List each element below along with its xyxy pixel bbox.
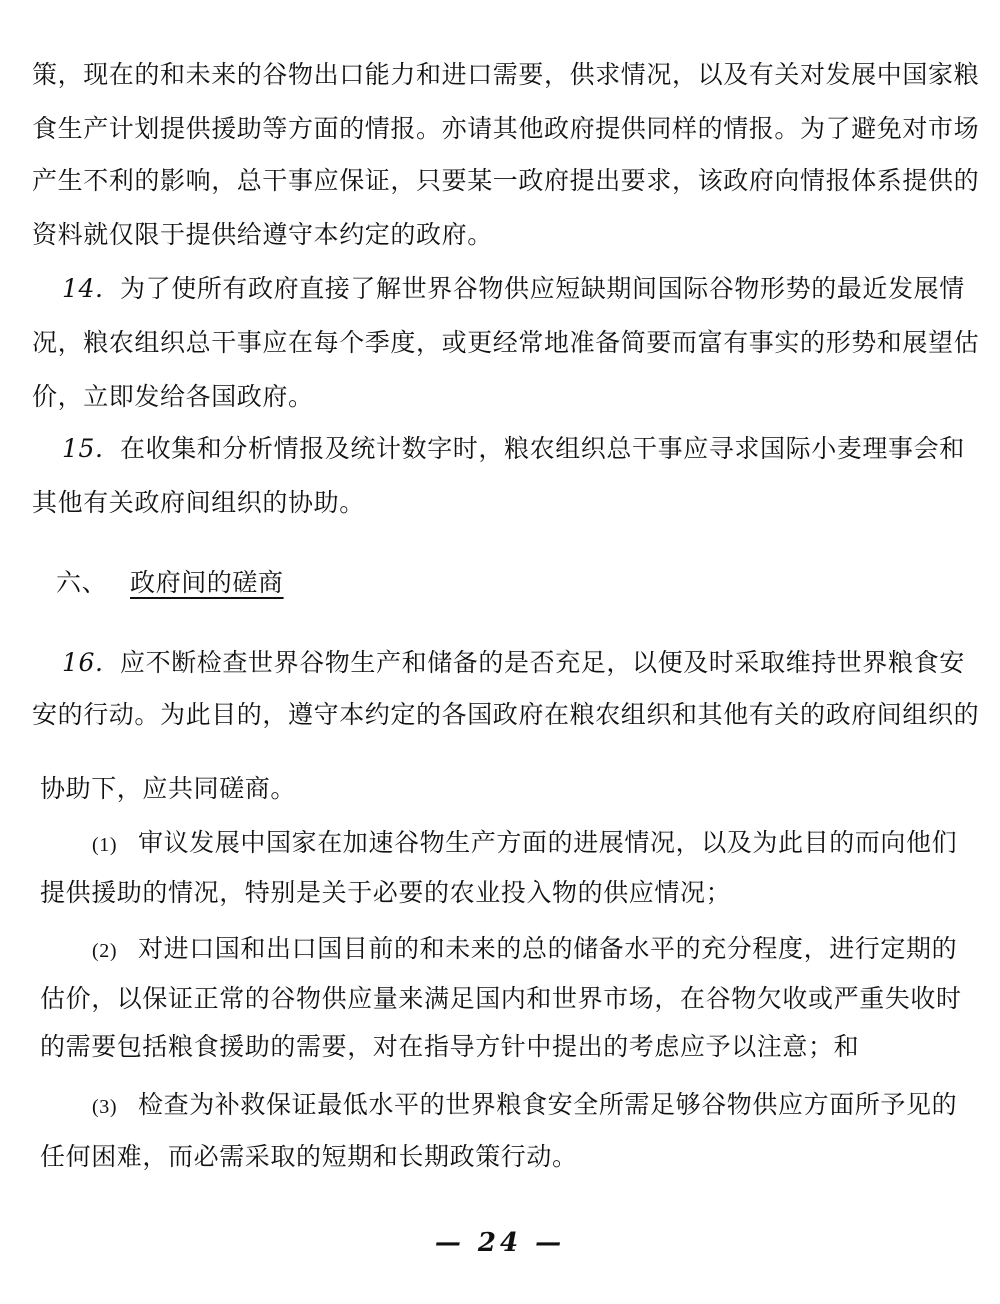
paragraph-15-line-1	[62, 432, 965, 466]
page-number: — 24 —	[434, 1228, 566, 1258]
paragraph-14-line-3: 价，立即发给各国政府。	[32, 382, 314, 411]
paragraph-13-line-3: 产生不利的影响，总干事应保证，只要某一政府提出要求，该政府向情报体系提供的	[32, 166, 980, 195]
paragraph-16-line-2: 安的行动。为此目的，遵守本约定的各国政府在粮农组织和其他有关的政府间组织的	[32, 700, 980, 729]
item-3-number: (3)	[92, 1096, 118, 1118]
item-3-text: 检查为补救保证最低水平的世界粮食安全所需足够谷物供应方面所予见的	[138, 1090, 958, 1119]
item-2-line-3: 的需要包括粮食援助的需要，对在指导方针中提出的考虑应予以注意；和	[40, 1032, 860, 1061]
item-3-line-2: 任何困难，而必需采取的短期和长期政策行动。	[40, 1142, 578, 1171]
paragraph-16-text: 应不断检查世界谷物生产和储备的是否充足，以便及时采取维持世界粮食安	[120, 648, 965, 677]
item-3-line-1	[92, 1088, 958, 1122]
item-2-line-1	[92, 932, 958, 966]
paragraph-14-text: 为了使所有政府直接了解世界谷物供应短缺期间国际谷物形势的最近发展情	[120, 274, 965, 303]
section-6-number: 六、	[56, 568, 108, 597]
paragraph-14-line-2: 况，粮农组织总干事应在每个季度，或更经常地准备简要而富有事实的形势和展望估	[32, 328, 980, 357]
paragraph-14-number: 14.	[62, 274, 104, 303]
paragraph-15-text: 在收集和分析情报及统计数字时，粮农组织总干事应寻求国际小麦理事会和	[120, 434, 965, 463]
item-2-number: (2)	[92, 940, 118, 962]
paragraph-13-line-1: 策，现在的和未来的谷物出口能力和进口需要，供求情况，以及有关对发展中国家粮	[32, 60, 980, 89]
item-2-text: 对进口国和出口国目前的和未来的总的储备水平的充分程度，进行定期的	[138, 934, 958, 963]
section-6-title: 政府间的磋商	[130, 568, 284, 597]
paragraph-16-line-1	[62, 646, 965, 680]
paragraph-15-number: 15.	[62, 434, 104, 463]
paragraph-13-line-4: 资料就仅限于提供给遵守本约定的政府。	[32, 220, 493, 249]
paragraph-13-line-2: 食生产计划提供援助等方面的情报。亦请其他政府提供同样的情报。为了避免对市场	[32, 114, 980, 143]
paragraph-16-line-3: 协助下，应共同磋商。	[40, 774, 297, 803]
item-2-line-2: 估价，以保证正常的谷物供应量来满足国内和世界市场，在谷物欠收或严重失收时	[40, 984, 962, 1013]
item-1-number: (1)	[92, 834, 118, 856]
item-1-line-2: 提供援助的情况，特别是关于必要的农业投入物的供应情况；	[40, 878, 732, 907]
section-6-heading	[56, 566, 952, 600]
item-1-text: 审议发展中国家在加速谷物生产方面的进展情况，以及为此目的而向他们	[138, 828, 958, 857]
item-1-line-1	[92, 826, 958, 860]
paragraph-14-line-1	[62, 272, 965, 306]
paragraph-16-number: 16.	[62, 648, 104, 677]
paragraph-15-line-2: 其他有关政府间组织的协助。	[32, 488, 365, 517]
